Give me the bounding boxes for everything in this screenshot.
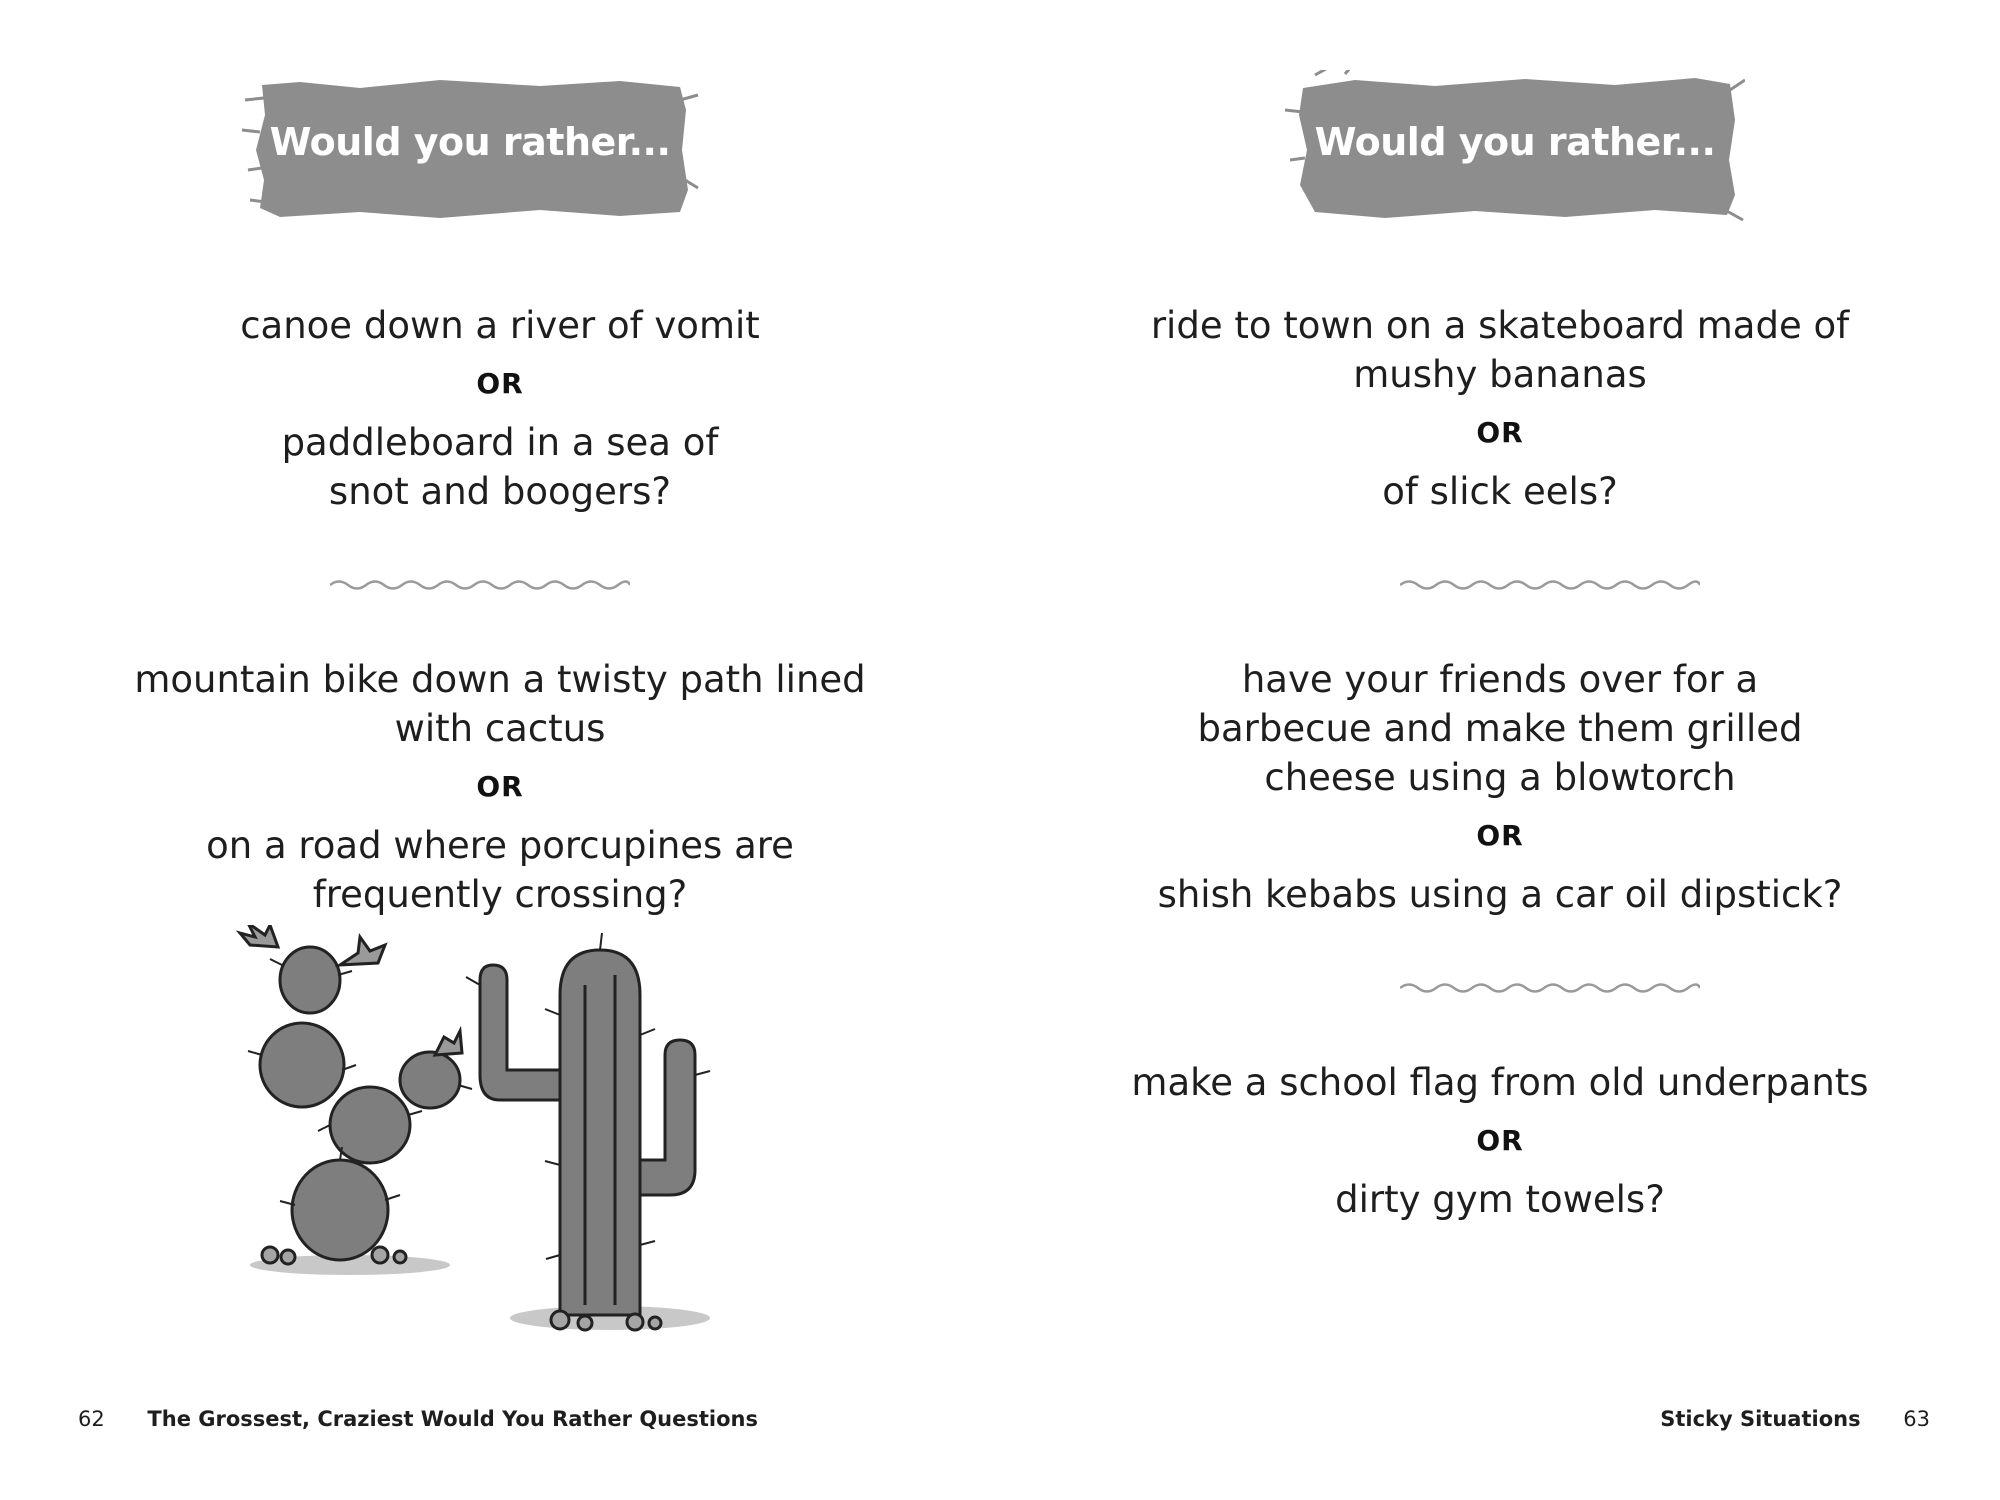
wavy-divider bbox=[1400, 978, 1700, 998]
page-footer bbox=[78, 1407, 758, 1431]
book-title: The Grossest, Craziest Would You Rather Questions bbox=[147, 1407, 758, 1431]
header-banner bbox=[240, 70, 700, 230]
option-a-line: with cactus bbox=[394, 707, 606, 750]
question-block bbox=[0, 301, 1000, 516]
prickly-pear-icon bbox=[240, 925, 462, 1264]
option-a-line: canoe down a river of vomit bbox=[240, 304, 760, 347]
chapter-title: Sticky Situations bbox=[1660, 1407, 1861, 1431]
header-title: Would you rather... bbox=[269, 120, 671, 164]
option-a-line: mountain bike down a twisty path lined bbox=[134, 658, 866, 701]
right-page bbox=[1000, 0, 2000, 1500]
page-number: 63 bbox=[1903, 1407, 1930, 1431]
or-separator: OR bbox=[476, 367, 524, 400]
question-block bbox=[0, 655, 1000, 919]
option-b-line: on a road where porcupines are bbox=[206, 824, 794, 867]
or-separator: OR bbox=[1476, 819, 1524, 852]
option-b-line: shish kebabs using a car oil dipstick? bbox=[1157, 873, 1843, 916]
option-a-line: ride to town on a skateboard made of bbox=[1150, 304, 1850, 347]
option-b-line: snot and boogers? bbox=[328, 470, 672, 513]
header-banner bbox=[1285, 70, 1745, 230]
option-b-line: of slick eels? bbox=[1382, 470, 1618, 513]
wavy-divider bbox=[1400, 575, 1700, 595]
or-separator: OR bbox=[476, 770, 524, 803]
option-b-line: dirty gym towels? bbox=[1335, 1178, 1665, 1221]
question-block bbox=[1000, 655, 2000, 919]
saguaro-icon bbox=[480, 950, 695, 1330]
wavy-divider bbox=[330, 575, 630, 595]
option-a-line: barbecue and make them grilled bbox=[1197, 707, 1803, 750]
option-a-line: have your friends over for a bbox=[1241, 658, 1759, 701]
option-a-line: cheese using a blowtorch bbox=[1264, 756, 1736, 799]
page-footer bbox=[1660, 1407, 1930, 1431]
cactus-illustration bbox=[230, 925, 740, 1345]
header-title: Would you rather... bbox=[1314, 120, 1716, 164]
option-b-line: frequently crossing? bbox=[312, 873, 688, 916]
question-block bbox=[1000, 1058, 2000, 1224]
or-separator: OR bbox=[1476, 1124, 1524, 1157]
question-block bbox=[1000, 301, 2000, 516]
option-b-line: paddleboard in a sea of bbox=[281, 421, 719, 464]
option-a-line: mushy bananas bbox=[1353, 353, 1647, 396]
page-number: 62 bbox=[78, 1407, 105, 1431]
or-separator: OR bbox=[1476, 416, 1524, 449]
option-a-line: make a school flag from old underpants bbox=[1131, 1061, 1869, 1104]
